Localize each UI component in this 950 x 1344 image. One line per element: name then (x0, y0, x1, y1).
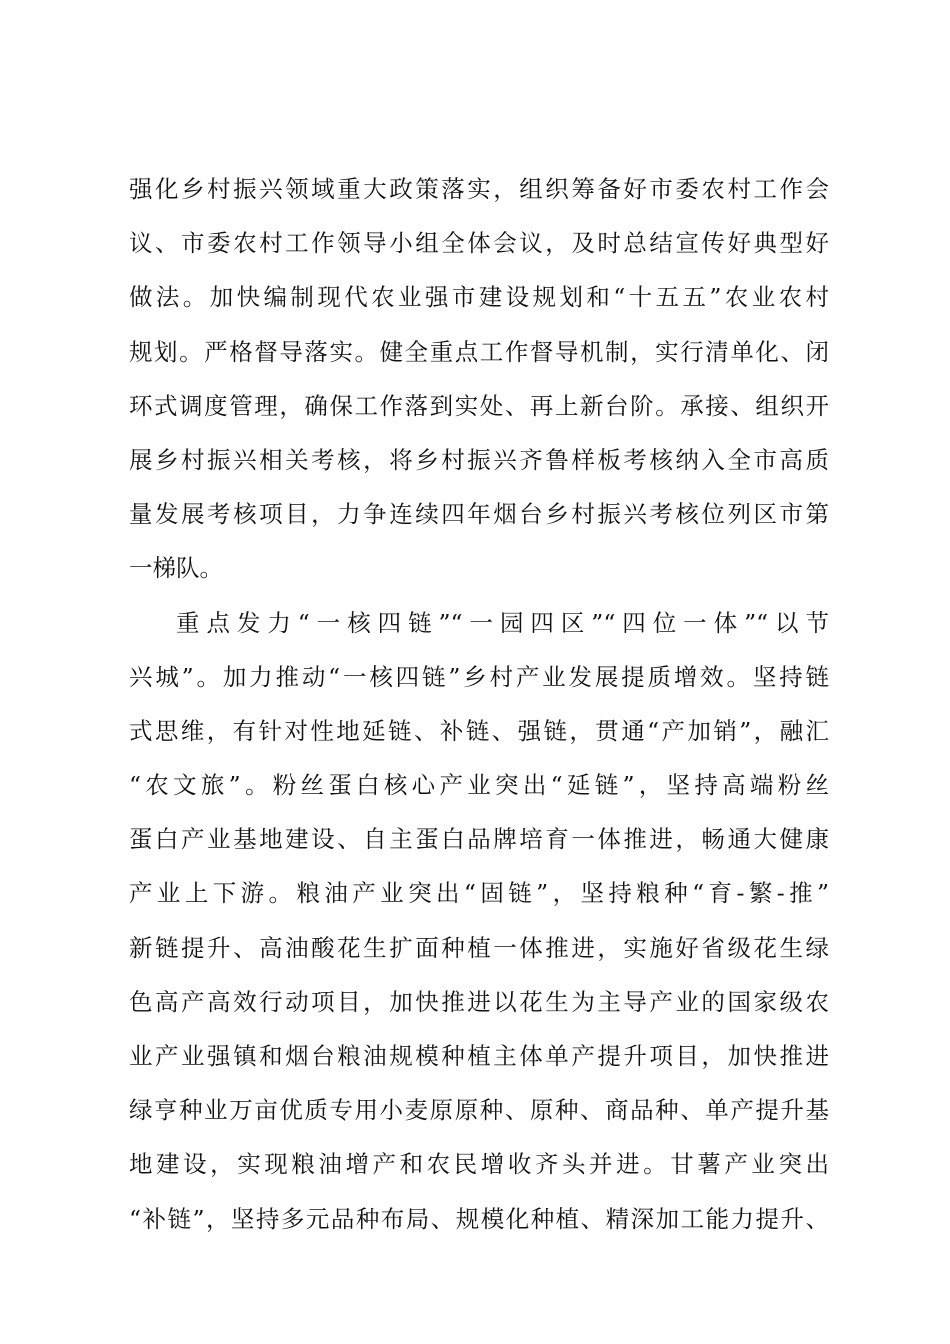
text-line: 重点发力“一核四链”“一园四区”“四位一体”“以节 (176, 608, 829, 637)
text-line: 规划。严格督导落实。健全重点工作督导机制，实行清单化、闭 (129, 337, 829, 366)
text-line: 式思维，有针对性地延链、补链、强链，贯通“产加销”，融汇 (129, 716, 829, 745)
text-line: 做法。加快编制现代农业强市建设规划和“十五五”农业农村 (129, 283, 829, 312)
text-line: 绿亨种业万亩优质专用小麦原原种、原种、商品种、单产提升基 (129, 1096, 829, 1125)
text-line: 议、市委农村工作领导小组全体会议，及时总结宣传好典型好 (129, 229, 829, 258)
text-line: 一梯队。 (129, 554, 223, 583)
paragraph-1 (129, 162, 829, 596)
document-body (129, 162, 829, 1246)
text-line: 业产业强镇和烟台粮油规模种植主体单产提升项目，加快推进 (129, 1042, 829, 1070)
text-line: 地建设，实现粮油增产和农民增收齐头并进。甘薯产业突出 (129, 1150, 829, 1179)
text-line: 色高产高效行动项目，加快推进以花生为主导产业的国家级农 (129, 987, 829, 1016)
text-line: 蛋白产业基地建设、自主蛋白品牌培育一体推进，畅通大健康 (129, 825, 829, 854)
text-line: 强化乡村振兴领域重大政策落实，组织筹备好市委农村工作会 (129, 175, 829, 203)
text-line: 环式调度管理，确保工作落到实处、再上新台阶。承接、组织开 (129, 391, 829, 420)
text-line: 新链提升、高油酸花生扩面种植一体推进，实施好省级花生绿 (129, 933, 829, 962)
text-line: 展乡村振兴相关考核，将乡村振兴齐鲁样板考核纳入全市高质 (129, 445, 829, 474)
text-line: “补链”，坚持多元品种布局、规模化种植、精深加工能力提升、 (129, 1204, 829, 1233)
paragraph-2 (129, 596, 829, 1246)
text-line: 兴城”。加力推动“一核四链”乡村产业发展提质增效。坚持链 (129, 662, 829, 691)
text-line: “农文旅”。粉丝蛋白核心产业突出“延链”，坚持高端粉丝 (129, 771, 829, 800)
text-line: 量发展考核项目，力争连续四年烟台乡村振兴考核位列区市第 (129, 500, 829, 529)
text-line: 产业上下游。粮油产业突出“固链”，坚持粮种“育-繁-推” (129, 879, 829, 908)
